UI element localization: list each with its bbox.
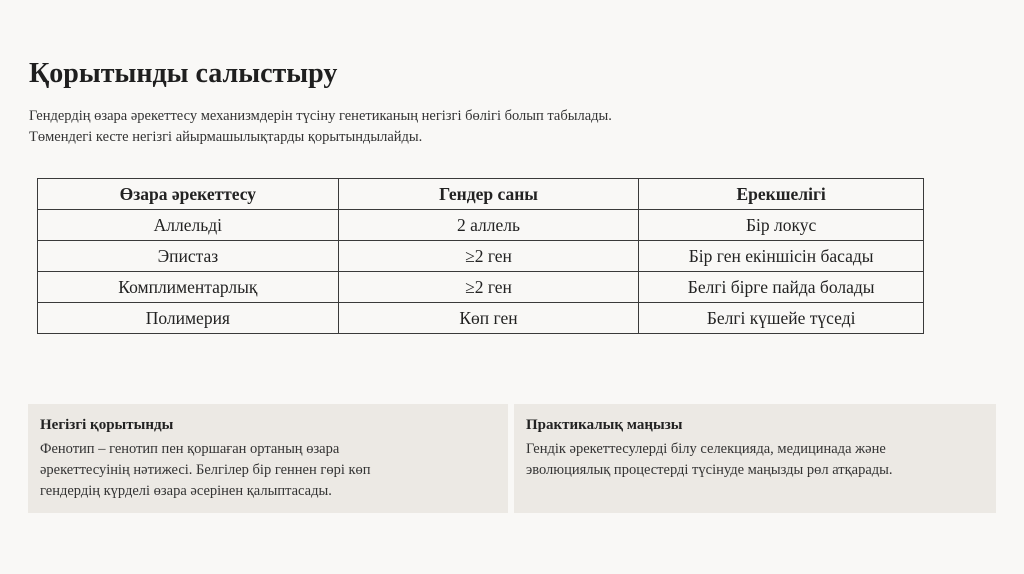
table-cell: Көп ген (338, 303, 639, 334)
comparison-table (37, 178, 924, 334)
table-cell: ≥2 ген (338, 272, 639, 303)
column-header-gene-count: Гендер саны (338, 179, 639, 210)
intro-line: Гендердің өзара әрекеттесу механизмдерін түсіну генетиканың негізгі бөлігі болып табылады. (29, 108, 612, 124)
card-text (526, 439, 984, 481)
table-row (38, 241, 924, 272)
key-conclusion-card (28, 404, 508, 513)
table-cell: 2 аллель (338, 210, 639, 241)
table-cell: Бір локус (639, 210, 924, 241)
column-header-interaction: Өзара әрекеттесу (38, 179, 339, 210)
column-header-feature: Ерекшелігі (639, 179, 924, 210)
table-cell: Полимерия (38, 303, 339, 334)
card-line: әрекеттесуінің нәтижесі. Белгілер бір геннен гөрі көп (40, 462, 371, 478)
table-header-row (38, 179, 924, 210)
page-title: Қорытынды салыстыру (29, 58, 338, 89)
table-row (38, 303, 924, 334)
table-row (38, 272, 924, 303)
card-title: Практикалық маңызы (526, 417, 683, 433)
intro-text (29, 106, 612, 148)
table-row (38, 210, 924, 241)
table-cell: Комплиментарлық (38, 272, 339, 303)
intro-line: Төмендегі кесте негізгі айырмашылықтарды қорытындылайды. (29, 129, 423, 145)
table-cell: Бір ген екіншісін басады (639, 241, 924, 272)
card-line: Гендік әрекеттесулерді білу селекцияда, медицинада және (526, 441, 886, 457)
card-line: гендердің күрделі өзара әсерінен қалыптасады. (40, 483, 332, 499)
card-text (40, 439, 496, 502)
table-cell: ≥2 ген (338, 241, 639, 272)
table-cell: Эпистаз (38, 241, 339, 272)
card-title: Негізгі қорытынды (40, 417, 174, 433)
table-cell: Белгі күшейе түседі (639, 303, 924, 334)
table-cell: Белгі бірге пайда болады (639, 272, 924, 303)
card-line: Фенотип – генотип пен қоршаған ортаның өзара (40, 441, 340, 457)
practical-significance-card (514, 404, 996, 513)
card-line: эволюциялық процестерді түсінуде маңызды рөл атқарады. (526, 462, 893, 478)
table-cell: Аллельді (38, 210, 339, 241)
